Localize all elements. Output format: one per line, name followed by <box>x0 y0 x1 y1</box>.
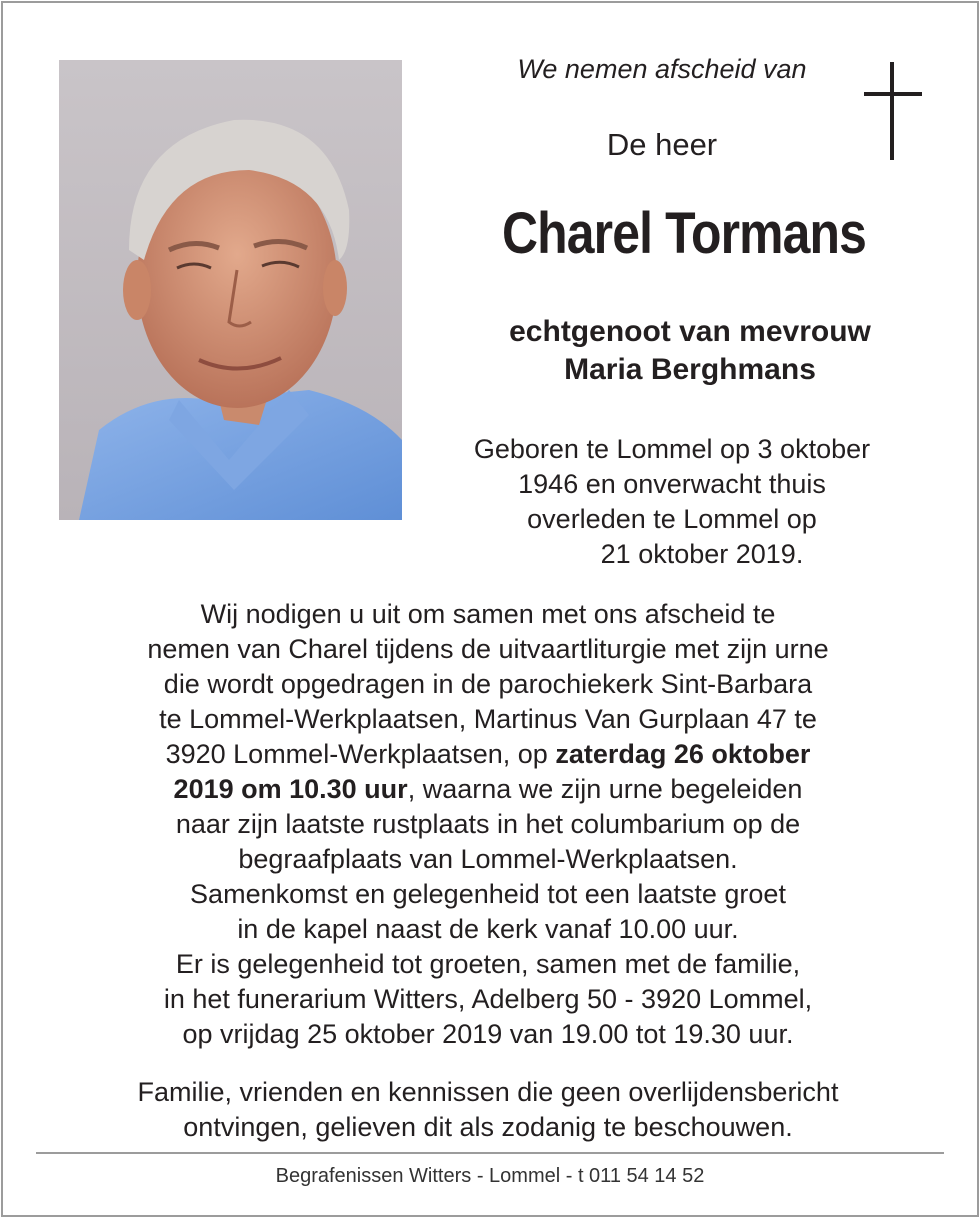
body-line: nemen van Charel tijdens de uitvaartliturgie met zijn urne <box>147 634 829 664</box>
spouse-line-2: Maria Berghmans <box>564 353 816 386</box>
body-line: naar zijn laatste rustplaats in het columbarium op de <box>175 809 801 839</box>
body-line <box>40 737 936 772</box>
body-line <box>40 772 936 807</box>
body-line: te Lommel-Werkplaatsen, Martinus Van Gurplaan 47 te <box>159 704 817 734</box>
closing-line: ontvingen, gelieven dit als zodanig te beschouwen. <box>183 1112 793 1142</box>
intro-text: We nemen afscheid van <box>517 54 807 84</box>
body-line-part: , waarna we zijn urne begeleiden <box>407 774 803 804</box>
portrait-photo <box>59 60 402 520</box>
body-line: in de kapel naast de kerk vanaf 10.00 uur. <box>237 914 739 944</box>
body-line: in het funerarium Witters, Adelberg 50 - 3920 Lommel, <box>163 984 813 1014</box>
birth-death-info <box>420 432 924 572</box>
spouse-line-1: echtgenoot van mevrouw <box>509 315 871 348</box>
closing-note <box>40 1075 936 1145</box>
body-line: Wij nodigen u uit om samen met ons afscheid te <box>200 599 776 629</box>
born-line: 21 oktober 2019. <box>600 539 804 569</box>
honorific: De heer <box>606 127 718 162</box>
ceremony-invitation <box>40 597 936 1052</box>
body-line: op vrijdag 25 oktober 2019 van 19.00 tot 19.30 uur. <box>182 1019 794 1049</box>
born-line: Geboren te Lommel op 3 oktober <box>473 434 871 464</box>
closing-line: Familie, vrienden en kennissen die geen overlijdensbericht <box>137 1077 839 1107</box>
spouse-info <box>440 313 940 389</box>
deceased-name: Charel Tormans <box>501 201 866 266</box>
body-line-part: 3920 Lommel-Werkplaatsen, op <box>165 739 556 769</box>
born-line: 1946 en onverwacht thuis <box>518 469 826 499</box>
ceremony-time-bold: 2019 om 10.30 uur <box>173 774 408 804</box>
body-line: Samenkomst en gelegenheid tot een laatste groet <box>190 879 786 909</box>
born-line: overleden te Lommel op <box>527 504 817 534</box>
footer-divider <box>36 1152 944 1154</box>
ceremony-date-bold: zaterdag 26 oktober <box>555 739 811 769</box>
body-line: Er is gelegenheid tot groeten, samen met de familie, <box>175 949 801 979</box>
funeral-home-footer: Begrafenissen Witters - Lommel - t 011 54 14 52 <box>275 1165 705 1187</box>
body-line: die wordt opgedragen in de parochiekerk Sint-Barbara <box>163 669 813 699</box>
body-line: begraafplaats van Lommel-Werkplaatsen. <box>238 844 738 874</box>
